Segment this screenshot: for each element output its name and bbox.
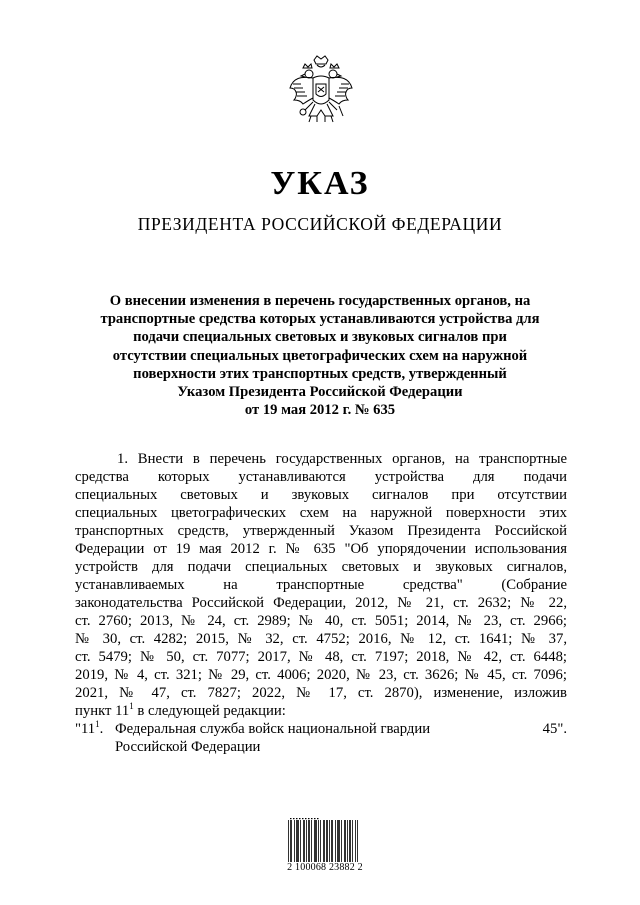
- body-line: устройств для подачи специальных световых и звуковых сигналов,: [75, 559, 567, 575]
- body-line-last: пункт $11^1$ в следующей редакции:: [75, 701, 286, 719]
- heading-line: О внесении изменения в перечень государственных органов, на: [109, 293, 531, 309]
- body-line: устанавливаемых на транспортные средства" (Собрание: [75, 577, 567, 593]
- body-line: специальных цветографических схем на наружной поверхности этих: [75, 505, 567, 521]
- body-line: 1. Внести в перечень государственных органов, на транспортные: [117, 451, 567, 467]
- heading-line: транспортные средства которых устанавливаются устройства для: [100, 311, 540, 328]
- body-line: Федерации от 19 мая 2012 г. № 635 "Об упорядочении использования: [75, 541, 567, 557]
- body-line: ст. 2760; 2013, № 24, ст. 2989; № 40, ст. 5051; 2014, № 23, ст. 2966;: [75, 613, 567, 629]
- document-heading: [70, 292, 570, 419]
- heading-line: подачи специальных световых и звуковых сигналов при: [133, 329, 507, 346]
- heading-line: Указом Президента Российской Федерации: [177, 384, 463, 401]
- barcode-digits: 2 100068 23882 2: [287, 862, 363, 873]
- body-line: специальных световых и звуковых сигналов при отсутствии: [75, 487, 567, 503]
- heading-line: от 19 мая 2012 г. № 635: [244, 402, 396, 419]
- item-text-line: Российской Федерации: [115, 739, 261, 755]
- document-title: УКАЗ: [270, 165, 370, 202]
- list-item: [75, 720, 567, 738]
- document-subtitle: ПРЕЗИДЕНТА РОССИЙСКОЙ ФЕДЕРАЦИИ: [137, 214, 503, 234]
- body-line: ст. 5479; № 50, ст. 7077; 2017, № 48, ст. 7197; 2018, № 42, ст. 6448;: [75, 649, 567, 665]
- document-body: [75, 450, 567, 756]
- heading-line: отсутствии специальных цветографических схем на наружной: [112, 347, 528, 364]
- body-line: транспортных средств, утвержденный Указом Президента Российской: [75, 523, 567, 539]
- item-value: 45".: [542, 721, 567, 737]
- barcode-icon: [288, 818, 358, 864]
- item-text-line: Федеральная служба войск национальной гвардии: [115, 721, 431, 737]
- body-line: средства которых устанавливаются устройства для подачи: [75, 469, 567, 485]
- item-number: "$11^1$.: [75, 719, 104, 737]
- list-item-continuation: [75, 738, 567, 756]
- state-emblem-icon: [287, 54, 355, 136]
- heading-line: поверхности этих транспортных средств, утвержденный: [133, 365, 507, 382]
- body-line: 2021, № 47, ст. 7827; 2022, № 17, ст. 2870), изменение, изложив: [75, 685, 567, 701]
- body-line: законодательства Российской Федерации, 2012, № 21, ст. 2632; № 22,: [75, 595, 567, 611]
- body-line: 2019, № 4, ст. 321; № 29, ст. 4006; 2020, № 23, ст. 3626; № 45, ст. 7096;: [75, 667, 567, 683]
- body-line: № 30, ст. 4282; 2015, № 32, ст. 4752; 2016, № 12, ст. 1641; № 37,: [75, 631, 567, 647]
